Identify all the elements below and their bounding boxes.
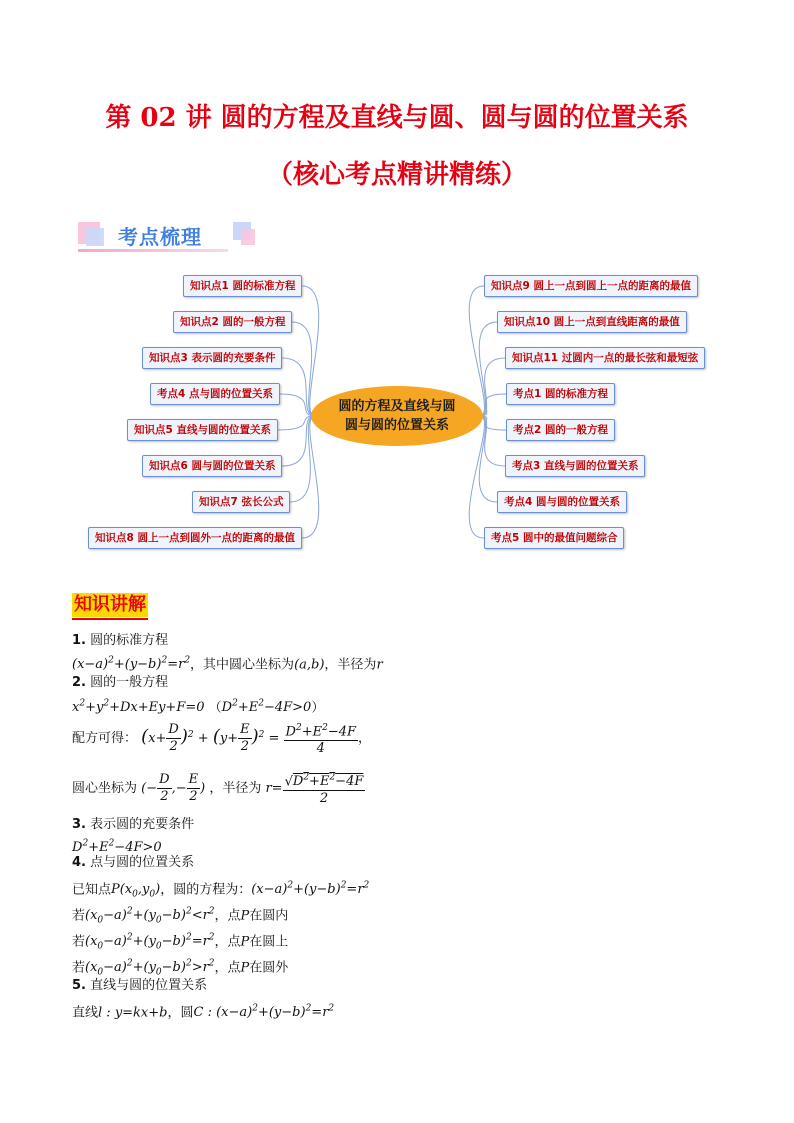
heading-1 [72,632,168,650]
text: ，半径为 [209,781,262,797]
formula: $(x_0-a)^2+(y_0-b)^2>r^2$ [85,959,215,978]
heading-text: 直线与圆的位置关系 [90,978,208,993]
text: ，点 [214,960,241,976]
text: ，点 [214,934,241,950]
heading-number: 1. [72,633,86,648]
decor-square [86,228,104,246]
heading-number: 3. [72,817,86,832]
mindmap-node-left: 知识点5 直线与圆的位置关系 [127,419,278,441]
mindmap-node-right: 知识点11 过圆内一点的最长弦和最短弦 [505,347,705,369]
formula: $x^2+y^2+Dx+Ey+F=0$ [72,699,205,716]
formula: ) [251,726,259,748]
text: ，圆的方程为： [160,882,252,898]
mindmap-node-right: 知识点9 圆上一点到圆上一点的距离的最值 [484,275,698,297]
text: 已知点 [72,882,112,898]
page-title: 第 02 讲 圆的方程及直线与圆、圆与圆的位置关系 [105,103,689,133]
std-equation-line [72,652,383,674]
formula: ,− [171,781,187,797]
formula: y+ [219,731,239,747]
text: 在圆外 [249,960,289,976]
connector-line [280,394,315,416]
heading-text: 圆的标准方程 [90,633,169,648]
formula: P [240,934,250,950]
connector-line [480,394,506,416]
general-equation-line [72,695,324,717]
formula: r [376,657,383,673]
text: 直线 [72,1005,99,1021]
formula: ) [200,781,206,797]
heading-number: 2. [72,675,86,690]
formula: + [197,731,209,747]
heading-3 [72,816,194,834]
mindmap-node-left: 知识点7 弦长公式 [192,491,290,513]
formula: (a,b) [294,657,325,673]
heading-text: 圆的一般方程 [90,675,169,690]
known-point-line [72,877,369,904]
formula: P [240,908,250,924]
page-subtitle: （核心考点精讲精练） [266,160,527,190]
formula: = [268,731,280,747]
formula: $(x-a)^2+(y-b)^2=r^2$ [72,656,191,673]
formula: ( [141,726,149,748]
text: 若 [72,960,86,976]
text: 若 [72,908,86,924]
mindmap-node-left: 知识点6 圆与圆的位置关系 [142,455,282,477]
formula: $P(x_0,y_0)$ [111,882,161,900]
text: （ [208,700,222,716]
connector-line [278,416,315,430]
heading-2 [72,674,168,692]
fraction: $\frac{D}{2}$ [168,722,179,755]
inside-condition [72,903,288,930]
text: ，点 [214,908,241,924]
connector-line [480,358,505,416]
text: ， [358,731,372,747]
center-radius-line [72,770,365,807]
heading-text: 点与圆的位置关系 [90,855,195,870]
connector-line [480,416,506,430]
formula: C : $(x-a)^2+(y-b)^2=r^2$ [193,1004,335,1021]
formula: x+ [148,731,167,747]
connector-line [480,416,505,466]
formula: $D^2+E^2-4F>0$ [72,839,162,856]
on-condition [72,929,288,956]
mindmap-node-right: 知识点10 圆上一点到直线距离的最值 [497,311,687,333]
mindmap-node-right: 考点4 圆与圆的位置关系 [497,491,627,513]
formula: ( [212,726,220,748]
line-circle-line [72,1000,334,1022]
text: 在圆内 [249,908,289,924]
formula: $(x_0-a)^2+(y_0-b)^2<r^2$ [85,907,215,926]
formula: l : y=kx+b [98,1005,168,1021]
mindmap-node-left: 知识点3 表示圆的充要条件 [142,347,282,369]
mindmap-node-left: 知识点2 圆的一般方程 [173,311,292,333]
center-line1: 圆的方程及直线与圆 [338,399,456,414]
heading-number: 4. [72,855,86,870]
mindmap-node-left: 知识点1 圆的标准方程 [183,275,302,297]
formula: $(x-a)^2+(y-b)^2=r^2$ [251,881,370,898]
banner-label: 考点梳理 [118,225,202,249]
formula: $D^2+E^2-4F>0$ [221,699,312,716]
fraction: $\frac{E}{2}$ [240,722,250,755]
mindmap-node-right: 考点2 圆的一般方程 [506,419,615,441]
text: ，圆 [167,1005,194,1021]
mindmap-node-right: 考点1 圆的标准方程 [506,383,615,405]
mindmap-node-right: 考点5 圆中的最值问题综合 [484,527,624,549]
text: 若 [72,934,86,950]
section-banner [78,218,258,254]
text: 圆心坐标为 [72,781,138,797]
fraction: $\frac{D}{2}$ [159,772,170,805]
banner-underline [78,249,228,252]
formula: (− [141,781,158,797]
formula: P [240,960,250,976]
mindmap-node-left: 考点4 点与圆的位置关系 [150,383,280,405]
formula: ) [180,726,188,748]
heading-4 [72,854,194,872]
fraction: $\frac{D^2+E^2-4F}{4}$ [284,720,358,757]
complete-square-line: 配方可得： (x+ $\frac{D}{2}$ )$^2$ + (y+ $\frac{E}{2}$ )$^2$ = $\frac{D^2+E^2-4F}{4}$ ， [72,720,371,757]
mindmap-node-left: 知识点8 圆上一点到圆外一点的距离的最值 [88,527,302,549]
text: ，半径为 [324,657,377,673]
section-heading: 知识讲解 [74,594,146,615]
formula: $(x_0-a)^2+(y_0-b)^2=r^2$ [85,933,215,952]
text: ） [311,700,325,716]
mindmap-center-node [311,386,483,446]
heading-5 [72,977,207,995]
text: 在圆上 [249,934,289,950]
heading-number: 5. [72,978,86,993]
mindmap-node-right: 考点3 直线与圆的位置关系 [505,455,645,477]
text: 配方可得： [72,731,138,747]
heading-text: 表示圆的充要条件 [90,817,195,832]
fraction: $\frac{√D^2+E^2-4F}{2}$ [283,770,366,807]
text: ，其中圆心坐标为 [190,657,295,673]
center-line2: 圆与圆的位置关系 [344,418,449,433]
fraction: $\frac{E}{2}$ [188,772,199,805]
formula: r= [265,781,283,797]
decor-square [241,229,255,245]
